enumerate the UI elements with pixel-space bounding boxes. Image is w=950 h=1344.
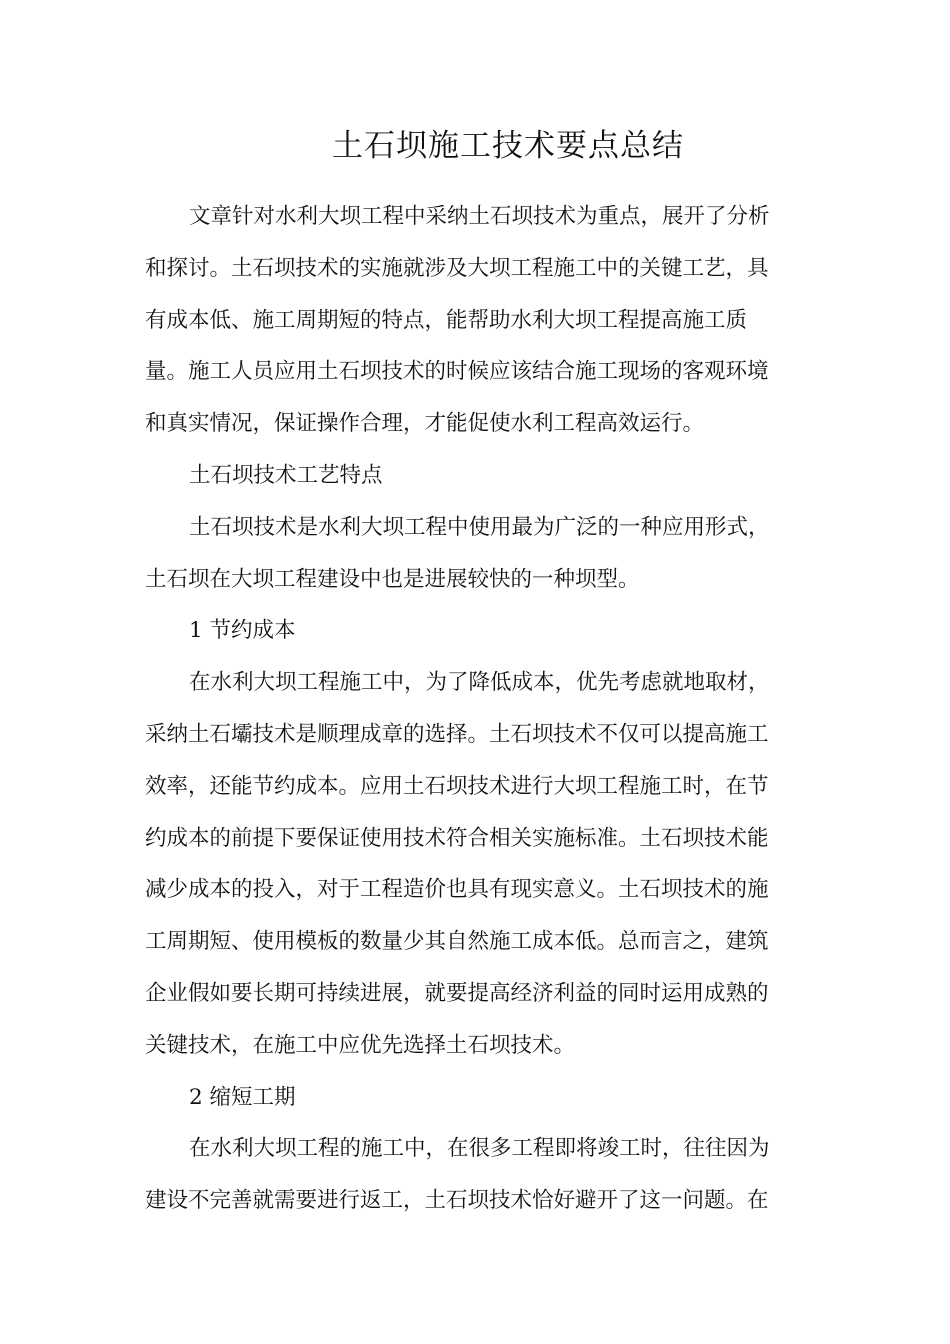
paragraph-line: 土石坝技术是水利大坝工程中使用最为广泛的一种应用形式， bbox=[189, 514, 770, 540]
paragraph-line: 和真实情况，保证操作合理，才能促使水利工程高效运行。 bbox=[145, 411, 705, 437]
paragraph-line: 文章针对水利大坝工程中采纳土石坝技术为重点，展开了分析 bbox=[189, 204, 770, 229]
document-body bbox=[145, 191, 803, 1227]
document-title: 土石坝施工技术要点总结 bbox=[332, 128, 684, 164]
paragraph-line: 效率，还能节约成本。应用土石坝技术进行大坝工程施工时，在节 bbox=[145, 773, 769, 799]
section-heading: 1 节约成本 bbox=[189, 618, 296, 644]
paragraph-line: 关键技术，在施工中应优先选择土石坝技术。 bbox=[145, 1032, 576, 1058]
paragraph-line: 在水利大坝工程施工中，为了降低成本，优先考虑就地取材， bbox=[189, 670, 770, 696]
section-heading: 2 缩短工期 bbox=[189, 1084, 296, 1110]
section-heading: 土石坝技术工艺特点 bbox=[189, 462, 383, 488]
paragraph-line: 建设不完善就需要进行返工，土石坝技术恰好避开了这一问题。在 bbox=[145, 1188, 769, 1214]
paragraph-line: 和探讨。土石坝技术的实施就涉及大坝工程施工中的关键工艺，具 bbox=[145, 255, 769, 281]
paragraph-line: 约成本的前提下要保证使用技术符合相关实施标准。土石坝技术能 bbox=[145, 825, 769, 851]
paragraph-line: 量。施工人员应用土石坝技术的时候应该结合施工现场的客观环境 bbox=[145, 359, 769, 385]
paragraph-line: 减少成本的投入，对于工程造价也具有现实意义。土石坝技术的施 bbox=[145, 877, 769, 903]
paragraph-line: 土石坝在大坝工程建设中也是进展较快的一种坝型。 bbox=[145, 566, 640, 592]
paragraph-line: 在水利大坝工程的施工中，在很多工程即将竣工时，往往因为 bbox=[189, 1136, 770, 1162]
paragraph-line: 采纳土石壩技术是顺理成章的选择。土石坝技术不仅可以提高施工 bbox=[145, 721, 769, 747]
paragraph-line: 有成本低、施工周期短的特点，能帮助水利大坝工程提高施工质 bbox=[145, 307, 748, 333]
paragraph-line: 企业假如要长期可持续进展，就要提高经济利益的同时运用成熟的 bbox=[145, 980, 769, 1006]
paragraph-line: 工周期短、使用模板的数量少其自然施工成本低。总而言之，建筑 bbox=[145, 929, 769, 955]
